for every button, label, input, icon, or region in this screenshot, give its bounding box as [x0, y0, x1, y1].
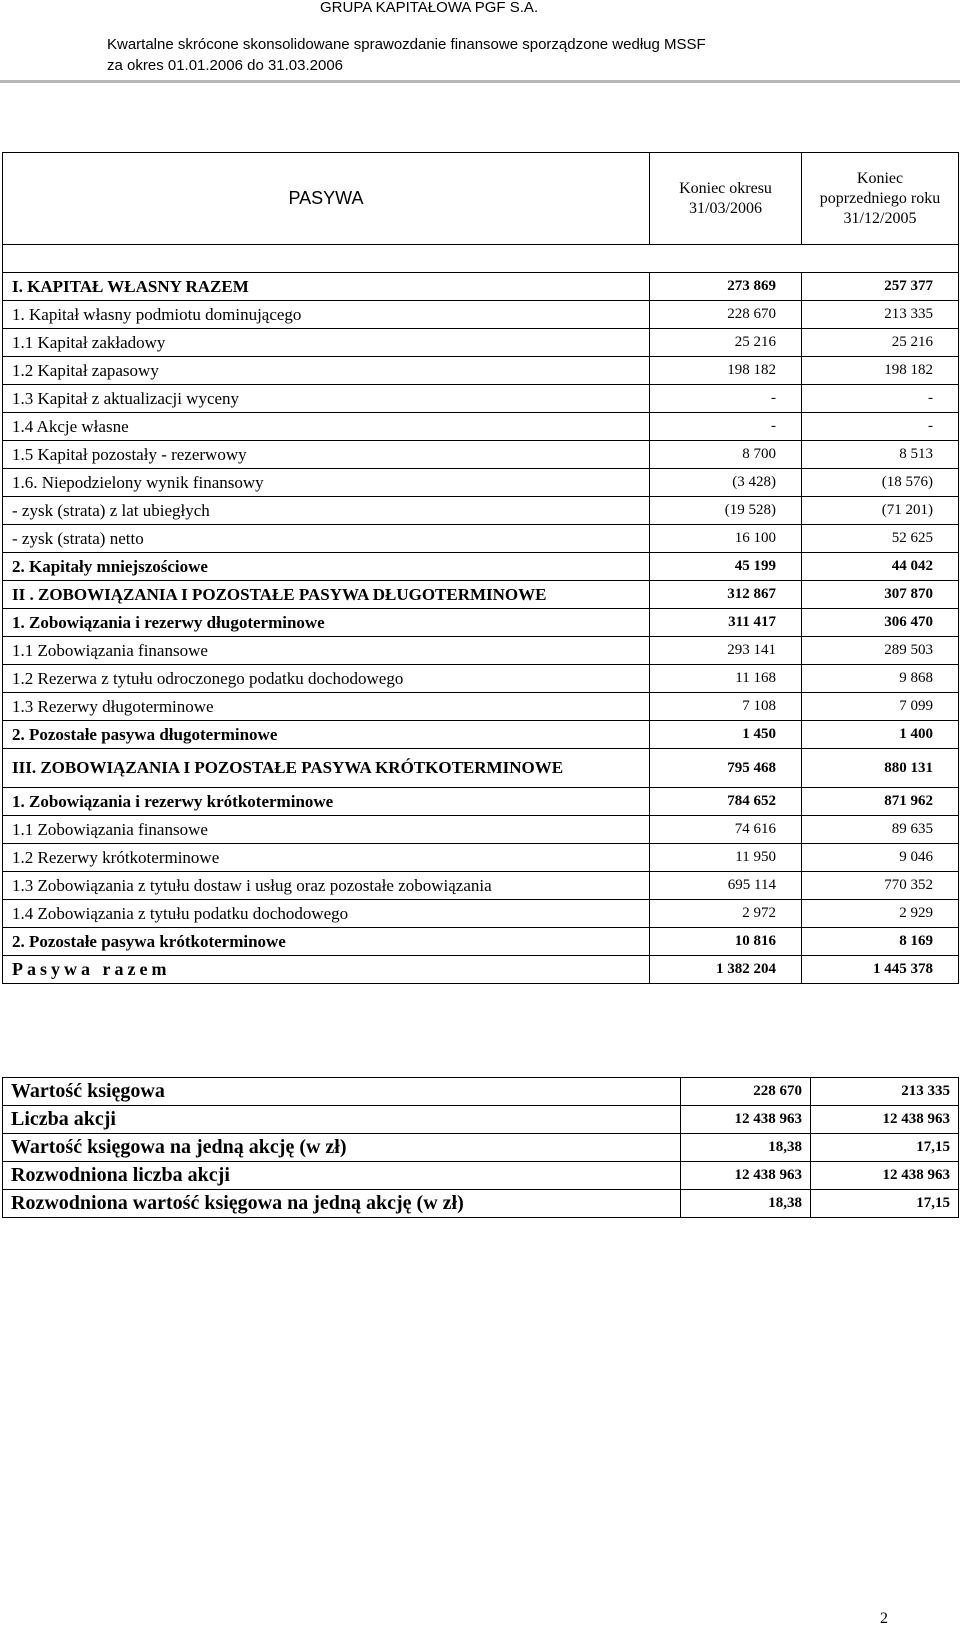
row-value-current: (19 528) — [650, 497, 802, 525]
table-row — [3, 844, 959, 872]
row-value-previous: 198 182 — [802, 357, 959, 385]
row-label: - zysk (strata) netto — [3, 525, 650, 553]
summary-value-current: 12 438 963 — [681, 1106, 811, 1134]
row-value-previous: (71 201) — [802, 497, 959, 525]
table-row — [3, 872, 959, 900]
row-value-current: 311 417 — [650, 609, 802, 637]
row-value-current: 10 816 — [650, 928, 802, 956]
page-number: 2 — [880, 1610, 888, 1627]
row-label: - zysk (strata) z lat ubiegłych — [3, 497, 650, 525]
header-divider — [0, 80, 960, 83]
row-label: 1. Kapitał własny podmiotu dominującego — [3, 301, 650, 329]
table-row — [3, 553, 959, 581]
column-header-current — [650, 153, 802, 245]
row-value-previous: 880 131 — [802, 749, 959, 788]
column-header-previous — [802, 153, 959, 245]
table-row — [3, 301, 959, 329]
row-value-current: 45 199 — [650, 553, 802, 581]
summary-value-previous: 12 438 963 — [811, 1106, 959, 1134]
row-value-current: - — [650, 385, 802, 413]
summary-value-current: 18,38 — [681, 1134, 811, 1162]
table-row — [3, 637, 959, 665]
book-value-table — [2, 1077, 959, 1218]
summary-label: Rozwodniona wartość księgowa na jedną akcję (w zł) — [3, 1190, 681, 1218]
summary-value-current: 18,38 — [681, 1190, 811, 1218]
row-value-previous: 89 635 — [802, 816, 959, 844]
row-label: 1.1 Zobowiązania finansowe — [3, 816, 650, 844]
row-value-previous: 289 503 — [802, 637, 959, 665]
row-value-current: 228 670 — [650, 301, 802, 329]
column-header-pasywa: PASYWA — [3, 153, 650, 245]
column-header-current-line2: 31/03/2006 — [689, 199, 762, 217]
row-value-current: 273 869 — [650, 273, 802, 301]
table-row — [3, 749, 959, 788]
row-value-previous: 770 352 — [802, 872, 959, 900]
row-value-current: 25 216 — [650, 329, 802, 357]
summary-value-current: 228 670 — [681, 1078, 811, 1106]
row-value-previous: 1 445 378 — [802, 956, 959, 984]
summary-value-previous: 17,15 — [811, 1190, 959, 1218]
table-row — [3, 385, 959, 413]
summary-row — [3, 1106, 959, 1134]
row-value-current: 795 468 — [650, 749, 802, 788]
row-label: III. ZOBOWIĄZANIA I POZOSTAŁE PASYWA KRÓTKOTERMINOWE — [3, 749, 650, 788]
liabilities-table — [2, 152, 959, 984]
row-label: 1.3 Rezerwy długoterminowe — [3, 693, 650, 721]
row-value-previous: - — [802, 385, 959, 413]
row-label: 2. Pozostałe pasywa długoterminowe — [3, 721, 650, 749]
row-value-current: 11 950 — [650, 844, 802, 872]
row-value-previous: 9 868 — [802, 665, 959, 693]
summary-value-previous: 17,15 — [811, 1134, 959, 1162]
summary-label: Wartość księgowa — [3, 1078, 681, 1106]
row-value-current: - — [650, 413, 802, 441]
row-value-current: 1 450 — [650, 721, 802, 749]
table-row — [3, 525, 959, 553]
row-value-previous: 2 929 — [802, 900, 959, 928]
table-row — [3, 788, 959, 816]
row-value-previous: 1 400 — [802, 721, 959, 749]
table-row — [3, 413, 959, 441]
row-value-current: 1 382 204 — [650, 956, 802, 984]
row-value-current: (3 428) — [650, 469, 802, 497]
summary-label: Liczba akcji — [3, 1106, 681, 1134]
table-row — [3, 609, 959, 637]
row-value-previous: 257 377 — [802, 273, 959, 301]
row-value-current: 11 168 — [650, 665, 802, 693]
table-row — [3, 357, 959, 385]
row-label: 1.1 Kapitał zakładowy — [3, 329, 650, 357]
row-label: I. KAPITAŁ WŁASNY RAZEM — [3, 273, 650, 301]
row-value-previous: 8 169 — [802, 928, 959, 956]
row-label: 2. Kapitały mniejszościowe — [3, 553, 650, 581]
table-row — [3, 497, 959, 525]
row-value-current: 8 700 — [650, 441, 802, 469]
row-value-current: 198 182 — [650, 357, 802, 385]
row-value-previous: 25 216 — [802, 329, 959, 357]
summary-row — [3, 1078, 959, 1106]
row-value-current: 695 114 — [650, 872, 802, 900]
summary-row — [3, 1190, 959, 1218]
table-row — [3, 581, 959, 609]
row-value-current: 784 652 — [650, 788, 802, 816]
row-label: 1.4 Zobowiązania z tytułu podatku dochodowego — [3, 900, 650, 928]
column-header-previous-line3: 31/12/2005 — [843, 209, 917, 227]
row-value-previous: 213 335 — [802, 301, 959, 329]
row-value-current: 74 616 — [650, 816, 802, 844]
table-row — [3, 928, 959, 956]
row-label: 1.4 Akcje własne — [3, 413, 650, 441]
summary-value-current: 12 438 963 — [681, 1162, 811, 1190]
report-period: za okres 01.01.2006 do 31.03.2006 — [107, 57, 344, 74]
table-row — [3, 329, 959, 357]
row-value-previous: - — [802, 413, 959, 441]
row-label: 1.2 Rezerwa z tytułu odroczonego podatku dochodowego — [3, 665, 650, 693]
row-value-previous: (18 576) — [802, 469, 959, 497]
row-label: 1.2 Rezerwy krótkoterminowe — [3, 844, 650, 872]
summary-label: Wartość księgowa na jedną akcję (w zł) — [3, 1134, 681, 1162]
summary-row — [3, 1134, 959, 1162]
row-label: II . ZOBOWIĄZANIA I POZOSTAŁE PASYWA DŁUGOTERMINOWE — [3, 581, 650, 609]
column-header-previous-line1: Koniec — [856, 169, 904, 187]
row-value-previous: 871 962 — [802, 788, 959, 816]
row-value-current: 293 141 — [650, 637, 802, 665]
report-title: Kwartalne skrócone skonsolidowane sprawozdanie finansowe sporządzone według MSSF — [107, 36, 706, 53]
summary-value-previous: 12 438 963 — [811, 1162, 959, 1190]
summary-row — [3, 1162, 959, 1190]
row-label: 2. Pozostałe pasywa krótkoterminowe — [3, 928, 650, 956]
row-value-previous: 52 625 — [802, 525, 959, 553]
row-label: 1.3 Zobowiązania z tytułu dostaw i usług oraz pozostałe zobowiązania — [3, 872, 650, 900]
summary-label: Rozwodniona liczba akcji — [3, 1162, 681, 1190]
table-row-total — [3, 956, 959, 984]
row-value-current: 7 108 — [650, 693, 802, 721]
column-header-current-line1: Koniec okresu — [679, 179, 772, 197]
table-row — [3, 900, 959, 928]
row-value-previous: 7 099 — [802, 693, 959, 721]
document-header — [0, 0, 960, 84]
summary-value-previous: 213 335 — [811, 1078, 959, 1106]
row-label: 1.3 Kapitał z aktualizacji wyceny — [3, 385, 650, 413]
row-value-previous: 306 470 — [802, 609, 959, 637]
table-row — [3, 441, 959, 469]
row-label: 1. Zobowiązania i rezerwy krótkoterminowe — [3, 788, 650, 816]
row-value-current: 16 100 — [650, 525, 802, 553]
row-value-current: 2 972 — [650, 900, 802, 928]
row-label: 1.1 Zobowiązania finansowe — [3, 637, 650, 665]
row-value-previous: 44 042 — [802, 553, 959, 581]
table-row — [3, 273, 959, 301]
table-spacer-row — [3, 245, 959, 273]
row-label: 1.6. Niepodzielony wynik finansowy — [3, 469, 650, 497]
row-label: 1. Zobowiązania i rezerwy długoterminowe — [3, 609, 650, 637]
row-value-current: 312 867 — [650, 581, 802, 609]
row-label-total: Pasywa razem — [3, 956, 650, 984]
column-header-previous-line2: poprzedniego roku — [819, 189, 941, 207]
table-row — [3, 693, 959, 721]
company-name: GRUPA KAPITAŁOWA PGF S.A. — [320, 0, 539, 16]
table-row — [3, 816, 959, 844]
table-row — [3, 665, 959, 693]
row-value-previous: 307 870 — [802, 581, 959, 609]
row-value-previous: 8 513 — [802, 441, 959, 469]
row-value-previous: 9 046 — [802, 844, 959, 872]
table-row — [3, 469, 959, 497]
row-label: 1.2 Kapitał zapasowy — [3, 357, 650, 385]
table-row — [3, 721, 959, 749]
table-header-row — [3, 153, 959, 245]
row-label: 1.5 Kapitał pozostały - rezerwowy — [3, 441, 650, 469]
